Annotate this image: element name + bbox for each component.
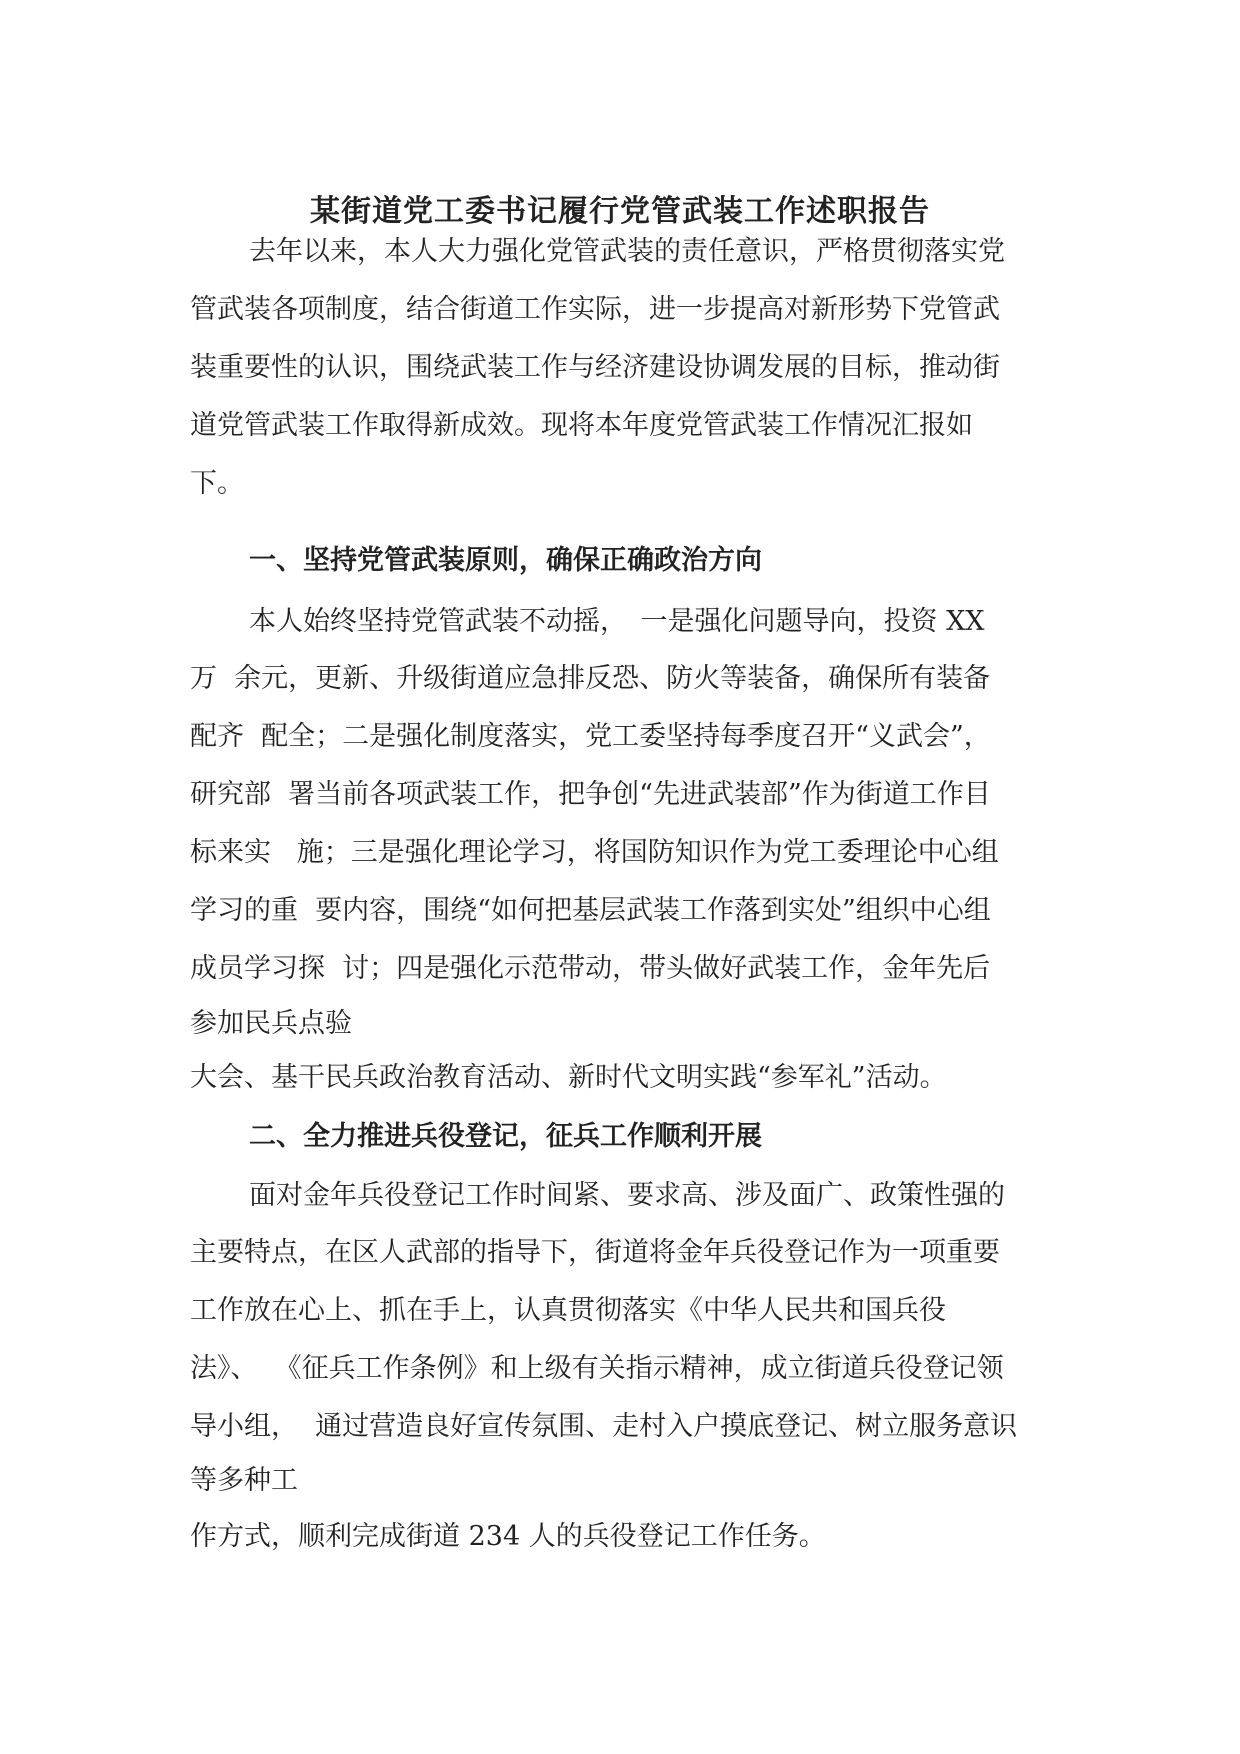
section2-line: 作方式，顺利完成街道 234 人的兵役登记工作任务。: [190, 1521, 826, 1552]
intro-line: 装重要性的认识，围绕武装工作与经济建设协调发展的目标，推动街: [190, 352, 1000, 383]
intro-line: 去年以来，本人大力强化党管武装的责任意识，严格贯彻落实党: [249, 236, 1005, 267]
section2-line: 导小组， 通过营造良好宣传氛围、走村入户摸底登记、树立服务意识: [190, 1411, 1018, 1442]
section1-line: 参加民兵点验: [190, 1008, 352, 1039]
section1-line: 研究部 署当前各项武装工作，把争创“先进武装部”作为街道工作目: [190, 779, 991, 810]
section1-line: 本人始终坚持党管武装不动摇， 一是强化问题导向，投资 XX: [249, 606, 985, 637]
intro-line: 管武装各项制度，结合街道工作实际，进一步提高对新形势下党管武: [190, 294, 1000, 325]
intro-line: 道党管武装工作取得新成效。现将本年度党管武装工作情况汇报如: [190, 410, 973, 441]
section1-line: 配齐 配全；二是强化制度落实，党工委坚持每季度召开“义武会”，: [190, 721, 991, 752]
section2-line: 法》、 《征兵工作条例》和上级有关指示精神，成立街道兵役登记领: [190, 1353, 1004, 1384]
section1-line: 大会、基干民兵政治教育活动、新时代文明实践“参军礼”活动。: [190, 1062, 947, 1093]
section-heading-1: 一、坚持党管武装原则，确保正确政治方向: [249, 545, 762, 576]
document-title: 某街道党工委书记履行党管武装工作述职报告: [310, 194, 930, 229]
section1-line: 标来实 施；三是强化理论学习，将国防知识作为党工委理论中心组: [190, 837, 999, 868]
section1-line: 成员学习探 讨；四是强化示范带动，带头做好武装工作，金年先后: [190, 953, 991, 984]
section2-line: 工作放在心上、抓在手上，认真贯彻落实《中华人民共和国兵役: [190, 1295, 946, 1326]
section2-line: 面对金年兵役登记工作时间紧、要求高、涉及面广、政策性强的: [249, 1180, 1005, 1211]
section2-line: 等多种工: [190, 1465, 298, 1496]
section2-line: 主要特点，在区人武部的指导下，街道将金年兵役登记作为一项重要: [190, 1237, 1000, 1268]
section1-line: 万 余元，更新、升级街道应急排反恐、防火等装备，确保所有装备: [190, 663, 991, 694]
section1-line: 学习的重 要内容，围绕“如何把基层武装工作落到实处”组织中心组: [190, 895, 991, 926]
intro-line: 下。: [190, 468, 244, 499]
section-heading-2: 二、全力推进兵役登记，征兵工作顺利开展: [249, 1121, 762, 1152]
